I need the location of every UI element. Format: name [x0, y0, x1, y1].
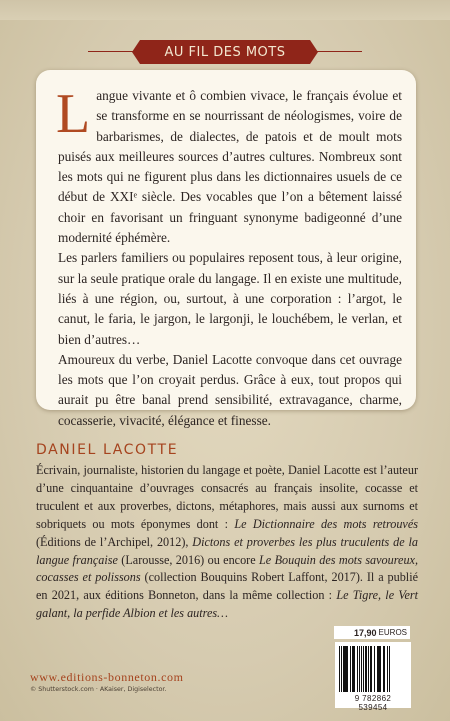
book-title-3: Le Bouquin des mots savoureux, cocasses et polissons	[36, 552, 418, 585]
summary-paragraph-1: Langue vivante et ô combien vivace, le français évolue et se transforme en se nourrissant de néologismes, voire de barbarismes, de dialectes, de patois et de moult mots puisés aux meilleures sources d’autres cultures. Nombreux sont les mots qui ne figurent plus dans les dictionnaires usuels de ce début de XXIᵉ siècle. Des vocables que l’on a bêtement laissé choir en favorisant un fringuant synonyme badigeonné d’une modernité éphémère.	[56, 83, 402, 246]
book-title-1: Le Dictionnaire des mots retrouvés	[234, 516, 418, 531]
author-name: DANIEL LACOTTE	[36, 442, 179, 458]
summary-panel	[36, 70, 416, 428]
author-bio: Écrivain, journaliste, historien du langage et poète, Daniel Lacotte est l’auteur d’une cinquantaine d’ouvrages consacrés au français insolite, cocasse et truculent et aux proverbes, dictons, métaphores, mais aussi aux surnoms et sobriquets ou mots éponymes dont : Le Dictionnaire des mots retrouvés (Éditions de l’Archipel, 2012), Dictons et proverbes les plus truculents de la langue française (Larousse, 2016) ou encore Le Bouquin des mots savoureux, cocasses et polissons (collection Bouquins Robert Laffont, 2017). Il a publié en 2021, aux éditions Bonneton, dans la même collection : Le Tigre, le Vert galant, la perfide Albion et les autres…	[36, 463, 418, 621]
barcode	[335, 642, 411, 712]
book-title-2: Dictons et proverbes les plus truculents de la langue française	[36, 534, 418, 567]
collection-banner-label: AU FIL DES MOTS	[164, 44, 286, 60]
price-currency: EUROS	[378, 628, 407, 637]
isbn-number: 9 782862 539454	[354, 694, 392, 712]
photo-credit: © Shutterstock.com · AKaiser, Digiselector.	[30, 686, 167, 693]
summary-paragraph-3: Amoureux du verbe, Daniel Lacotte convoque dans cet ouvrage les mots que l’on croyait perdus. Grâce à eux, tout propos qui aurait pu être banal prend sensibilité, extravagance, charme, cocasserie, vivacité, élégance et finesse.	[58, 351, 402, 428]
book-title-4: Le Tigre, le Vert galant, la perfide Albion et les autres…	[36, 588, 418, 621]
price-amount: 17,90	[354, 627, 377, 638]
author-section	[36, 442, 418, 623]
publisher-website: www.editions-bonneton.com	[30, 670, 184, 684]
barcode-stripe	[390, 646, 391, 692]
price-label	[334, 626, 410, 639]
collection-banner	[140, 40, 310, 64]
dropcap: L	[56, 83, 91, 145]
summary-paragraph-2: Les parlers familiers ou populaires reposent tous, à leur origine, sur la seule pratique orale du langage. Il en existe une multitude, liés à une région, ou, surtout, à une corporation : l’argot, le canut, le faria, le jargon, le largonji, le louchébem, le verlan, et bien d’autres…	[58, 250, 402, 347]
top-edge	[0, 0, 450, 20]
barcode-bars	[339, 646, 407, 692]
